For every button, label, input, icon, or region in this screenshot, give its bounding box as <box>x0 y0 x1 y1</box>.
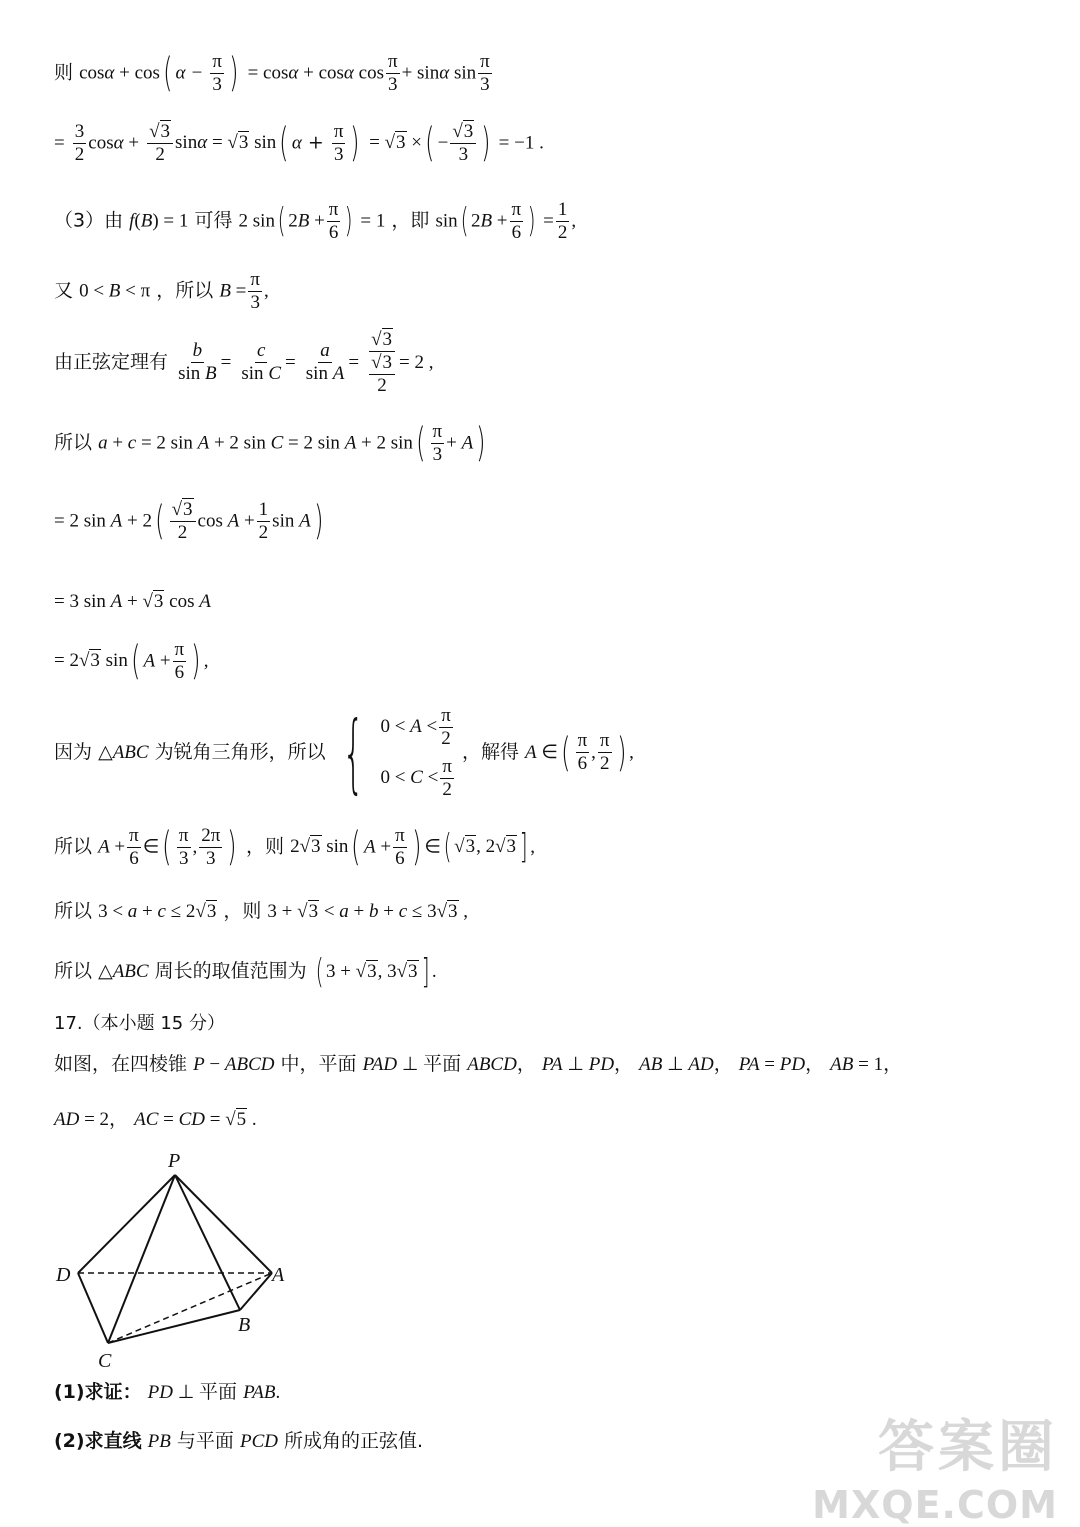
problem-heading: 17.（本小题 15 分） <box>54 1013 225 1034</box>
question-2: (2)求直线 PB 与平面 PCD 所成角的正弦值. <box>54 1430 424 1452</box>
problem-statement-2: AD = 2， AC = CD = √5 . <box>54 1109 257 1130</box>
text-prefix: 则 <box>54 61 74 84</box>
edge-PB <box>175 1175 240 1310</box>
label-C: C <box>98 1350 112 1372</box>
solution-line-13: 所以 △ABC 周长的取值范围为 ( 3 + √3, 3√3 ] . <box>54 952 437 992</box>
label-B: B <box>238 1314 251 1336</box>
label-A: A <box>272 1264 285 1286</box>
solution-line-4: 又 0 < B < π ，所以 B = $\frac{\pi}{3}$ , <box>54 269 269 313</box>
edge-PA <box>175 1175 272 1273</box>
watermark <box>812 1403 1058 1527</box>
pyramid-figure <box>50 1145 310 1375</box>
solution-line-6: 所以 a + c = 2 sin A + 2 sin C = 2 sin A + 2 sin( $\frac{\pi}{3}$ + A) <box>54 420 486 467</box>
solution-line-9: = 2√3 sin( A + $\frac{\pi}{6}$ ) , <box>54 638 209 685</box>
watermark-top: 答案圈 <box>878 1415 1058 1480</box>
label-D: D <box>56 1264 71 1286</box>
edge-DC <box>78 1273 108 1343</box>
solution-line-1: 则 cosα + cos( α − $\frac{\pi}{3}$ ) = cosα + cosα cos $\frac{\pi}{3}$ + sinα sin $\frac{\pi}{3}$ <box>54 50 490 97</box>
solution-line-3: （3）由 f(B) = 1 可得 2 sin( 2B + $\frac{\pi}{6}$ ) = 1 ，即 sin( 2B + $\frac{\pi}{6}$ ) = $\frac{1}{2}$ , <box>54 199 577 243</box>
question-1: (1)求证： PD ⊥ 平面 PAB. <box>54 1381 281 1403</box>
edge-PC <box>108 1175 175 1343</box>
solution-line-11: 所以 A + $\frac{\pi}{6}$ ∈( $\frac{\pi}{3}$ , $\frac{2\pi}{3}$ ) ，则 2√3 sin( A + $\frac{\pi}{6}$ ) ∈( √3, 2√3 ] , <box>54 824 536 871</box>
problem-statement-1: 如图，在四棱锥 P − ABCD 中，平面 PAD ⊥ 平面 ABCD， PA ⊥ PD， AB ⊥ AD， PA = PD， AB = 1， <box>54 1053 903 1075</box>
edge-PD <box>78 1175 175 1273</box>
watermark-bottom: MXQE.COM <box>812 1483 1058 1527</box>
solution-line-7: = 2 sin A + 2( $\frac{√3}{2}$ cos A + $\frac{1}{2}$ sin A) <box>54 498 324 545</box>
solution-line-10: 因为 △ABC 为锐角三角形，所以 { 0 < A < $\frac{\pi}{2}$ 0 < C < $\frac{\pi}{2}$ ，解得 A ∈( $\frac{\pi}{6}$ , $\frac{\pi}{2}$ ) , <box>54 702 634 803</box>
solution-line-8: = 3 sin A + √3 cos A <box>54 591 211 612</box>
edge-BA <box>240 1273 272 1310</box>
solution-line-12: 所以 3 < a + c ≤ 2√3 ，则 3 + √3 < a + b + c ≤ 3√3 , <box>54 900 469 922</box>
solution-line-2: = $\frac{3}{2}$ cosα + $\frac{√3}{2}$ sinα = √3 sin( α + $\frac{\pi}{3}$ ) = √3 ×( − $\frac{√3}{3}$ ) = −1 . <box>54 120 544 167</box>
solution-line-5: 由正弦定理有 $\frac{b}{\text{sin B}}$ = $\frac{c}{\text{sin C}}$ = $\frac{a}{\text{sin A}}$ = $\frac{√3}{\frac{√3}{2}}$ = 2 , <box>54 329 434 396</box>
label-P: P <box>168 1150 181 1172</box>
